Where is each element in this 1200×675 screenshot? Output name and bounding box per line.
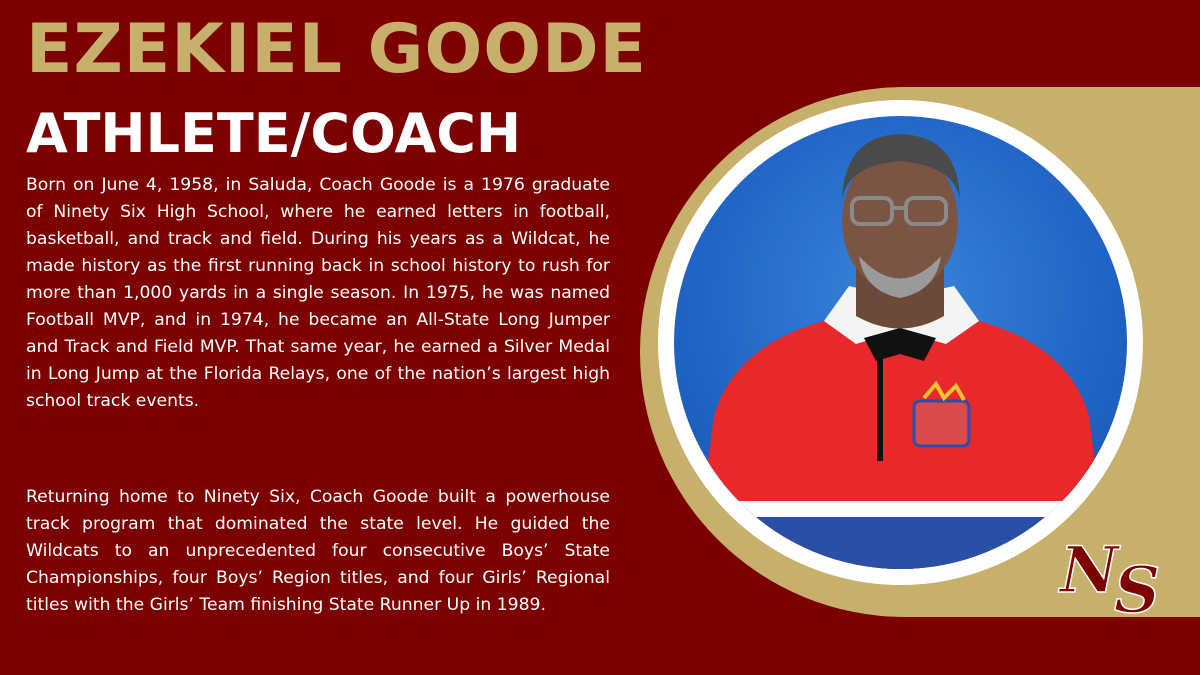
svg-text:S: S	[1114, 553, 1161, 615]
portrait-illustration	[674, 116, 1127, 569]
honoree-role: ATHLETE/COACH	[26, 102, 522, 165]
honoree-name: EZEKIEL GOODE	[26, 10, 647, 89]
ns-logo-icon	[1052, 530, 1192, 615]
portrait-photo	[674, 116, 1127, 569]
bio-paragraph-1: Born on June 4, 1958, in Saluda, Coach Goode is a 1976 graduate of Ninety Six High School, where he earned letters in football, basketball, and track and field. During his years as a Wildcat, he made history as the first running back in school history to rush for more than 1,000 yards in a single season. In 1975, he was named Football MVP, and in 1974, he became an All-State Long Jumper and Track and Field MVP. That same year, he earned a Silver Medal in Long Jump at the Florida Relays, one of the nation’s largest high school track events.	[26, 175, 610, 411]
svg-text:N: N	[1060, 533, 1119, 608]
bio-paragraph-2: Returning home to Ninety Six, Coach Goode built a powerhouse track program that dominated the state level. He guided the Wildcats to an unprecedented four consecutive Boys’ State Championships, four Boys’ Region titles, and four Girls’ Regional titles with the Girls’ Team finishing State Runner Up in 1989.	[26, 487, 610, 615]
